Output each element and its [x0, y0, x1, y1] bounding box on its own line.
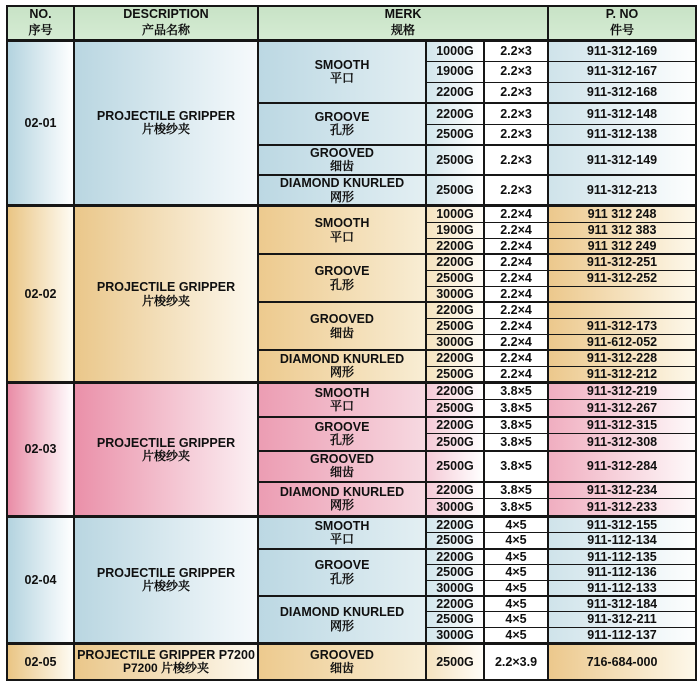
part-number-cell: [548, 499, 696, 517]
type-cell-en: SMOOTH: [314, 518, 370, 533]
size-cell-en: 2.2×4: [500, 334, 532, 349]
size-cell: [484, 40, 548, 61]
size-cell-en: 3.8×5: [500, 418, 532, 433]
type-cell-en: SMOOTH: [314, 385, 370, 400]
part-number-cell-en: 911-312-308: [586, 434, 658, 449]
size-cell-en: 4×5: [505, 565, 527, 580]
size-cell: [484, 580, 548, 596]
size-cell-en: 4×5: [505, 549, 527, 564]
part-number-cell: [548, 270, 696, 286]
type-cell-cn: 细齿: [329, 661, 354, 676]
type-cell: [258, 254, 426, 302]
type-cell-en: GROOVED: [310, 312, 374, 327]
header-description-en: DESCRIPTION: [123, 7, 209, 22]
weight-cell-en: 2500G: [436, 127, 474, 142]
part-number-cell: [548, 451, 696, 482]
weight-cell-en: 2200G: [436, 596, 474, 611]
weight-cell-en: 2500G: [436, 152, 474, 167]
part-number-cell-en: 911-312-233: [586, 499, 658, 514]
weight-cell: [426, 565, 484, 580]
size-cell-en: 3.8×5: [500, 483, 532, 498]
weight-cell-en: 1900G: [436, 64, 474, 79]
weight-cell: [426, 400, 484, 417]
size-cell-en: 2.2×4: [500, 207, 532, 222]
gripper-catalog-table: [6, 5, 697, 681]
weight-cell-en: 2200G: [436, 85, 474, 100]
size-cell-en: 4×5: [505, 580, 527, 595]
weight-cell-en: 2500G: [436, 654, 474, 669]
table-row: [7, 644, 696, 680]
weight-cell-en: 2500G: [436, 458, 474, 473]
part-number-cell: [548, 238, 696, 254]
type-cell-en: SMOOTH: [314, 216, 370, 231]
type-cell: [258, 206, 426, 254]
size-cell: [484, 238, 548, 254]
size-cell-en: 3.8×5: [500, 499, 532, 514]
part-number-cell: [548, 533, 696, 549]
size-cell: [484, 533, 548, 549]
size-cell-en: 2.2×4: [500, 303, 532, 318]
description-cell-en: PROJECTILE GRIPPER: [96, 566, 236, 580]
weight-cell: [426, 206, 484, 222]
type-cell-cn: 平口: [329, 71, 354, 86]
size-cell: [484, 400, 548, 417]
part-number-cell-en: 911-312-251: [586, 255, 658, 270]
weight-cell: [426, 549, 484, 565]
part-number-cell: [548, 482, 696, 499]
part-number-cell: [548, 254, 696, 270]
part-number-cell: [548, 302, 696, 318]
size-cell: [484, 318, 548, 334]
part-number-cell-en: 911-312-167: [586, 64, 658, 79]
header-description: [74, 6, 258, 40]
type-cell-cn: 网形: [329, 189, 354, 204]
part-number-cell-en: 911-312-315: [586, 418, 658, 433]
size-cell: [484, 612, 548, 627]
type-cell: [258, 103, 426, 145]
header-no-en: NO.: [29, 7, 52, 22]
header-pno-cn: 件号: [610, 23, 635, 38]
type-cell: [258, 451, 426, 482]
part-number-cell: [548, 61, 696, 82]
type-cell-en: GROOVED: [310, 647, 374, 662]
type-cell-cn: 细齿: [329, 159, 354, 174]
size-cell-en: 2.2×4: [500, 271, 532, 286]
weight-cell-en: 2500G: [436, 565, 474, 580]
part-number-cell: [548, 222, 696, 238]
part-number-cell-en: 911-312-168: [586, 85, 658, 100]
weight-cell: [426, 366, 484, 382]
type-cell-cn: 孔形: [329, 571, 354, 586]
weight-cell: [426, 451, 484, 482]
size-cell-en: 2.2×4: [500, 286, 532, 301]
weight-cell: [426, 383, 484, 400]
size-cell: [484, 222, 548, 238]
part-number-cell-en: 716-684-000: [586, 654, 658, 669]
type-cell-en: DIAMOND KNURLED: [279, 352, 405, 367]
type-cell-en: DIAMOND KNURLED: [279, 176, 405, 191]
weight-cell-en: 2500G: [436, 183, 474, 198]
part-number-cell-en: 911-312-212: [586, 366, 658, 381]
part-number-cell-en: 911-112-135: [587, 549, 657, 564]
type-cell-en: DIAMOND KNURLED: [279, 484, 405, 499]
size-cell-en: 3.8×5: [500, 458, 532, 473]
weight-cell-en: 2200G: [436, 238, 474, 253]
weight-cell: [426, 627, 484, 643]
size-cell: [484, 302, 548, 318]
part-number-cell: [548, 383, 696, 400]
size-cell-en: 2.2×3.9: [494, 654, 538, 669]
weight-cell: [426, 482, 484, 499]
type-cell: [258, 549, 426, 596]
weight-cell: [426, 318, 484, 334]
size-cell-en: 2.2×4: [500, 319, 532, 334]
size-cell-en: 2.2×4: [500, 255, 532, 270]
size-cell-en: 4×5: [505, 533, 527, 548]
header-pno-en: P. NO: [605, 7, 639, 22]
weight-cell-en: 2500G: [436, 319, 474, 334]
weight-cell: [426, 580, 484, 596]
type-cell: [258, 383, 426, 417]
size-cell: [484, 145, 548, 175]
size-cell: [484, 417, 548, 434]
weight-cell: [426, 533, 484, 549]
weight-cell-en: 2500G: [436, 366, 474, 381]
weight-cell: [426, 302, 484, 318]
part-number-cell: [548, 124, 696, 145]
description-cell: [74, 206, 258, 383]
description-cell-cn: P7200 片梭纱夹: [122, 661, 210, 676]
part-number-cell-en: 911-312-138: [586, 127, 658, 142]
no-cell-en: 02-04: [24, 572, 57, 587]
weight-cell: [426, 103, 484, 124]
size-cell-en: 2.2×4: [500, 351, 532, 366]
weight-cell-en: 2200G: [436, 106, 474, 121]
weight-cell: [426, 517, 484, 533]
size-cell-en: 2.2×4: [500, 223, 532, 238]
size-cell: [484, 334, 548, 350]
type-cell-en: SMOOTH: [314, 57, 370, 72]
type-cell: [258, 644, 426, 680]
part-number-cell: [548, 612, 696, 627]
weight-cell-en: 1900G: [436, 223, 474, 238]
part-number-cell: [548, 350, 696, 366]
type-cell-cn: 孔形: [329, 432, 354, 447]
type-cell: [258, 417, 426, 451]
weight-cell: [426, 222, 484, 238]
header-description-cn: 产品名称: [141, 23, 190, 38]
description-cell-en: PROJECTILE GRIPPER P7200: [77, 647, 255, 662]
size-cell: [484, 286, 548, 302]
size-cell: [484, 254, 548, 270]
weight-cell-en: 3000G: [436, 499, 474, 514]
type-cell: [258, 175, 426, 206]
description-cell: [74, 517, 258, 644]
size-cell-en: 4×5: [505, 612, 527, 627]
part-number-cell-en: 911-112-136: [587, 565, 657, 580]
no-cell: [7, 206, 74, 383]
part-number-cell: [548, 145, 696, 175]
part-number-cell: [548, 286, 696, 302]
part-number-cell: [548, 40, 696, 61]
size-cell: [484, 627, 548, 643]
type-cell: [258, 596, 426, 644]
size-cell-en: 2.2×4: [500, 366, 532, 381]
part-number-cell-en: 911-312-173: [586, 319, 658, 334]
size-cell-en: 2.2×3: [500, 183, 532, 198]
description-cell-en: PROJECTILE GRIPPER: [96, 435, 236, 450]
weight-cell-en: 2200G: [436, 384, 474, 399]
weight-cell-en: 2200G: [436, 518, 474, 533]
weight-cell-en: 1000G: [436, 207, 474, 222]
part-number-cell-en: 911-312-169: [586, 43, 658, 58]
size-cell-en: 2.2×3: [500, 152, 532, 167]
weight-cell-en: 2500G: [436, 434, 474, 449]
weight-cell: [426, 124, 484, 145]
part-number-cell-en: 911-312-184: [586, 596, 658, 611]
part-number-cell: [548, 517, 696, 533]
type-cell: [258, 40, 426, 103]
weight-cell: [426, 596, 484, 612]
size-cell-en: 4×5: [505, 518, 527, 533]
part-number-cell: [548, 206, 696, 222]
weight-cell: [426, 175, 484, 206]
part-number-cell: [548, 434, 696, 451]
description-cell-cn: 片梭纱夹: [141, 579, 190, 594]
part-number-cell-en: 911-112-137: [587, 627, 657, 642]
type-cell: [258, 517, 426, 549]
part-number-cell-en: 911-312-234: [586, 483, 658, 498]
size-cell: [484, 549, 548, 565]
weight-cell: [426, 286, 484, 302]
description-cell-en: PROJECTILE GRIPPER: [96, 108, 236, 123]
weight-cell: [426, 350, 484, 366]
part-number-cell-en: 911-312-155: [586, 518, 658, 533]
part-number-cell-en: 911-312-284: [586, 458, 658, 473]
weight-cell: [426, 434, 484, 451]
part-number-cell: [548, 318, 696, 334]
type-cell-cn: 网形: [329, 618, 354, 633]
size-cell: [484, 644, 548, 680]
part-number-cell-en: 911-312-267: [586, 400, 658, 415]
header-merk-en: MERK: [384, 7, 422, 22]
part-number-cell-en: 911-312-149: [586, 152, 658, 167]
weight-cell-en: 3000G: [436, 580, 474, 595]
weight-cell-en: 3000G: [436, 334, 474, 349]
size-cell-en: 4×5: [505, 596, 527, 611]
weight-cell-en: 3000G: [436, 286, 474, 301]
weight-cell-en: 2200G: [436, 255, 474, 270]
no-cell-en: 02-01: [24, 115, 57, 130]
weight-cell-en: 2200G: [436, 303, 474, 318]
type-cell-cn: 网形: [329, 365, 354, 380]
size-cell: [484, 383, 548, 400]
weight-cell: [426, 40, 484, 61]
type-cell: [258, 302, 426, 350]
size-cell: [484, 366, 548, 382]
weight-cell-en: 1000G: [436, 43, 474, 58]
part-number-cell-en: 911 312 248: [587, 207, 657, 222]
weight-cell-en: 3000G: [436, 627, 474, 642]
type-cell: [258, 145, 426, 175]
part-number-cell-en: 911-612-052: [586, 334, 658, 349]
weight-cell: [426, 334, 484, 350]
type-cell-en: GROOVED: [310, 452, 374, 466]
header-pno: [548, 6, 696, 40]
size-cell: [484, 451, 548, 482]
weight-cell: [426, 612, 484, 627]
weight-cell: [426, 61, 484, 82]
size-cell-en: 3.8×5: [500, 400, 532, 415]
no-cell: [7, 644, 74, 680]
part-number-cell: [548, 334, 696, 350]
size-cell: [484, 61, 548, 82]
type-cell-cn: 平口: [329, 532, 354, 547]
type-cell-cn: 网形: [329, 498, 354, 513]
weight-cell: [426, 82, 484, 103]
size-cell: [484, 103, 548, 124]
weight-cell-en: 2500G: [436, 400, 474, 415]
table-row: [7, 40, 696, 61]
part-number-cell: [548, 400, 696, 417]
type-cell-cn: 平口: [329, 399, 354, 414]
weight-cell-en: 2500G: [436, 612, 474, 627]
part-number-cell: [548, 644, 696, 680]
size-cell: [484, 482, 548, 499]
description-cell: [74, 383, 258, 517]
table-row: [7, 383, 696, 400]
weight-cell: [426, 145, 484, 175]
part-number-cell: [548, 627, 696, 643]
size-cell-en: 2.2×3: [500, 64, 532, 79]
part-number-cell: [548, 366, 696, 382]
type-cell-cn: 细齿: [329, 325, 354, 340]
no-cell-en: 02-02: [24, 287, 57, 302]
weight-cell-en: 2200G: [436, 351, 474, 366]
part-number-cell-en: 911-312-228: [586, 351, 658, 366]
part-number-cell-en: 911-112-133: [587, 580, 657, 595]
table-row: [7, 517, 696, 533]
part-number-cell: [548, 596, 696, 612]
part-number-cell-en: 911-312-219: [586, 384, 658, 399]
part-number-cell-en: 911 312 249: [587, 238, 657, 253]
type-cell-en: GROOVE: [314, 558, 370, 573]
no-cell: [7, 517, 74, 644]
part-number-cell-en: 911 312 383: [587, 223, 657, 238]
type-cell-en: GROOVE: [314, 419, 370, 434]
size-cell: [484, 565, 548, 580]
size-cell-en: 2.2×3: [500, 127, 532, 142]
header-no-cn: 序号: [28, 23, 53, 38]
size-cell-en: 2.2×3: [500, 85, 532, 100]
size-cell: [484, 499, 548, 517]
part-number-cell: [548, 82, 696, 103]
description-cell-cn: 片梭纱夹: [141, 293, 190, 308]
size-cell: [484, 350, 548, 366]
part-number-cell: [548, 565, 696, 580]
part-number-cell-en: 911-112-134: [587, 533, 657, 548]
size-cell: [484, 124, 548, 145]
type-cell-cn: 孔形: [329, 277, 354, 292]
no-cell: [7, 383, 74, 517]
description-cell: [74, 40, 258, 206]
size-cell-en: 2.2×4: [500, 238, 532, 253]
type-cell-en: GROOVE: [314, 264, 370, 279]
type-cell-cn: 孔形: [329, 123, 354, 138]
weight-cell: [426, 254, 484, 270]
weight-cell-en: 2500G: [436, 271, 474, 286]
part-number-cell: [548, 549, 696, 565]
description-cell: [74, 644, 258, 680]
part-number-cell-en: 911-312-211: [587, 612, 657, 627]
weight-cell-en: 2200G: [436, 483, 474, 498]
table-header-row: [7, 6, 696, 40]
size-cell-en: 2.2×3: [500, 43, 532, 58]
weight-cell: [426, 238, 484, 254]
size-cell: [484, 434, 548, 451]
no-cell-en: 02-03: [24, 442, 57, 457]
weight-cell: [426, 499, 484, 517]
weight-cell: [426, 270, 484, 286]
part-number-cell: [548, 417, 696, 434]
weight-cell: [426, 644, 484, 680]
weight-cell-en: 2200G: [436, 418, 474, 433]
part-number-cell-en: 911-312-213: [586, 183, 658, 198]
part-number-cell-en: 911-312-252: [586, 271, 658, 286]
size-cell-en: 4×5: [505, 627, 527, 642]
size-cell: [484, 206, 548, 222]
type-cell-en: GROOVE: [314, 109, 370, 124]
description-cell-cn: 片梭纱夹: [141, 122, 190, 137]
header-no: [7, 6, 74, 40]
type-cell-en: DIAMOND KNURLED: [279, 605, 405, 620]
part-number-cell-en: 911-312-148: [586, 106, 658, 121]
header-merk-cn: 规格: [391, 23, 416, 38]
size-cell: [484, 82, 548, 103]
weight-cell-en: 2500G: [436, 533, 474, 548]
size-cell-en: 3.8×5: [500, 384, 532, 399]
type-cell: [258, 350, 426, 382]
header-merk: [258, 6, 548, 40]
type-cell-cn: 细齿: [329, 465, 354, 480]
type-cell: [258, 482, 426, 517]
table-row: [7, 206, 696, 222]
part-number-cell: [548, 580, 696, 596]
size-cell: [484, 517, 548, 533]
size-cell-en: 2.2×3: [500, 106, 532, 121]
part-number-cell: [548, 175, 696, 206]
type-cell-en: GROOVED: [310, 146, 374, 160]
size-cell: [484, 270, 548, 286]
size-cell: [484, 596, 548, 612]
description-cell-cn: 片梭纱夹: [141, 448, 190, 463]
no-cell-en: 02-05: [24, 654, 57, 669]
size-cell-en: 3.8×5: [500, 434, 532, 449]
weight-cell-en: 2200G: [436, 549, 474, 564]
part-number-cell: [548, 103, 696, 124]
type-cell-cn: 平口: [329, 229, 354, 244]
size-cell: [484, 175, 548, 206]
description-cell-en: PROJECTILE GRIPPER: [96, 280, 236, 295]
weight-cell: [426, 417, 484, 434]
no-cell: [7, 40, 74, 206]
